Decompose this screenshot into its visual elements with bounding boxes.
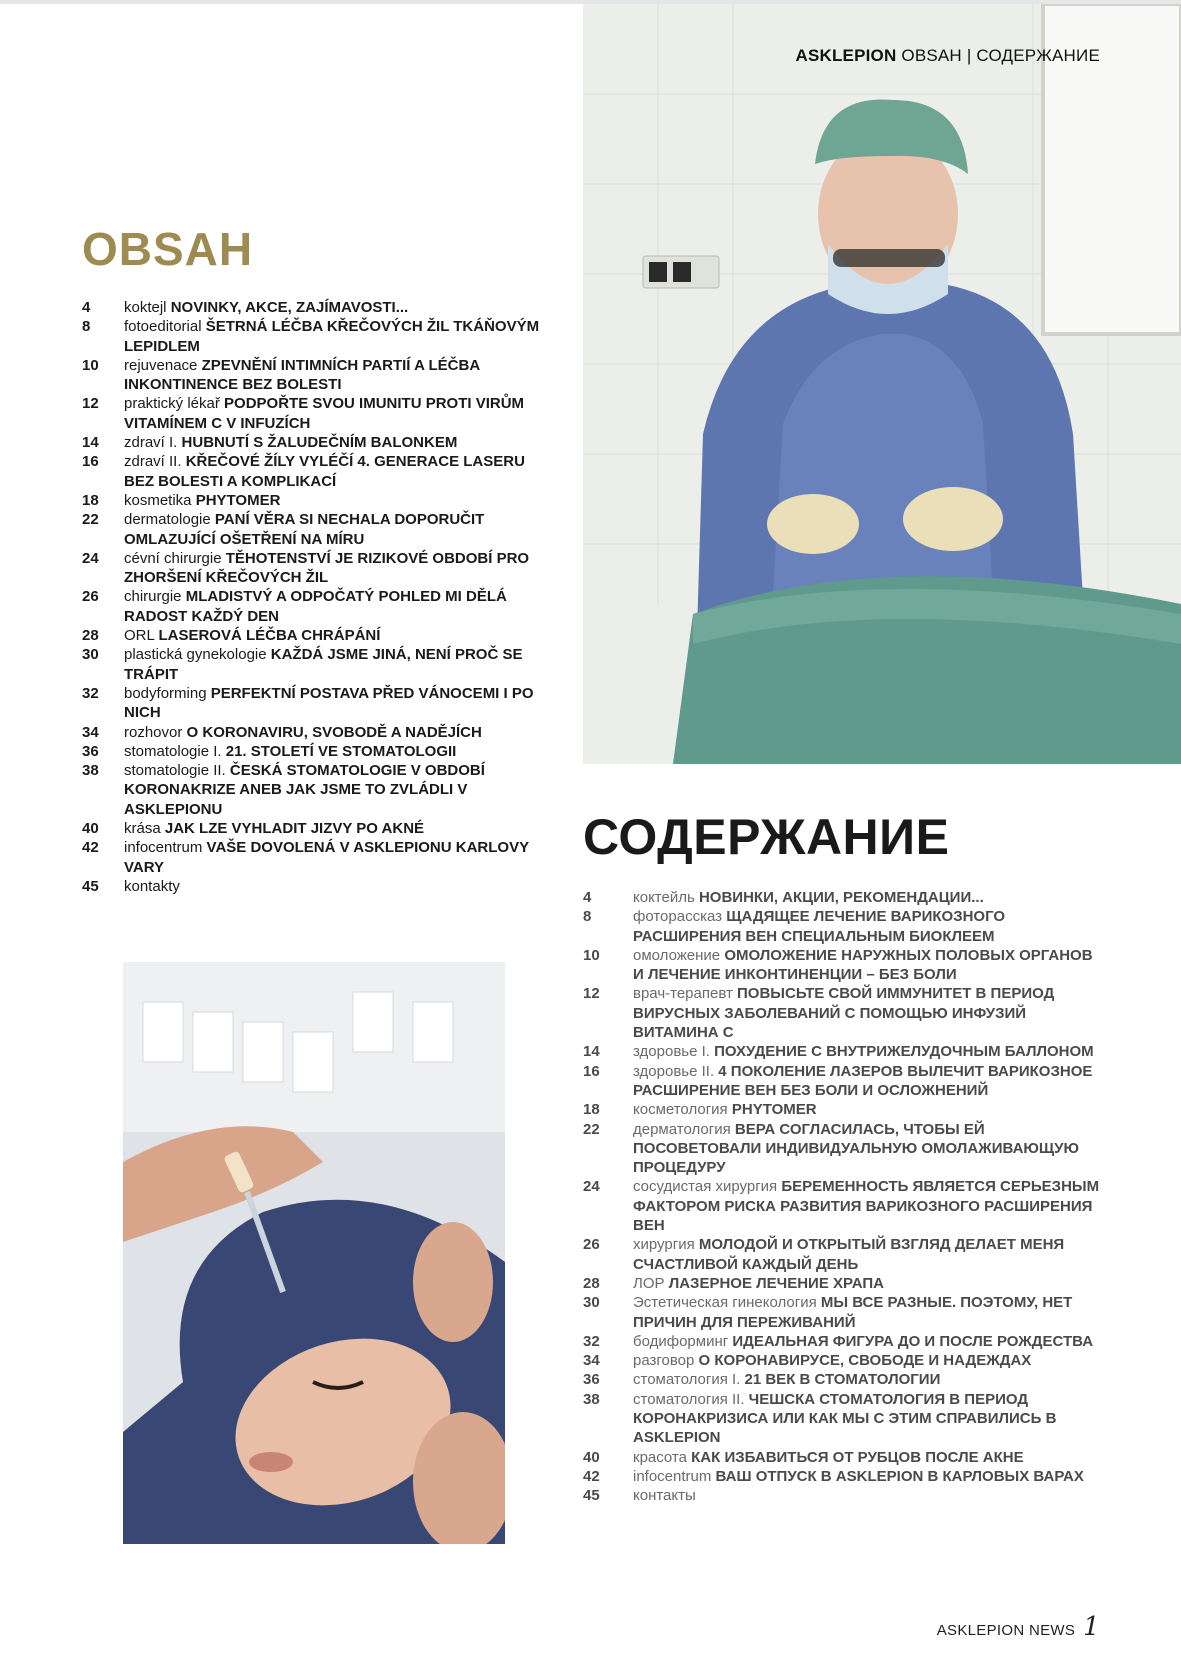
footer-publication: ASKLEPION NEWS: [936, 1622, 1076, 1639]
toc-title: VAŠE DOVOLENÁ V ASKLEPIONU KARLOVY VARY: [124, 839, 529, 876]
toc-cz-item-38[interactable]: [82, 761, 552, 819]
toc-page-number: 28: [583, 1274, 600, 1292]
toc-title: HUBNUTÍ S ŽALUDEČNÍM BALONKEM: [181, 434, 458, 452]
toc-page-number: 14: [82, 434, 99, 452]
toc-page-number: 8: [583, 908, 592, 926]
toc-category: косметология: [633, 1101, 728, 1119]
toc-page-number: 24: [583, 1178, 600, 1196]
toc-title: МОЛОДОЙ И ОТКРЫТЫЙ ВЗГЛЯД ДЕЛАЕТ МЕНЯ СЧАСТЛИВОЙ КАЖДЫЙ ДЕНЬ: [633, 1236, 1065, 1273]
toc-category: krása: [124, 820, 161, 838]
toc-page-number: 30: [82, 646, 99, 664]
toc-page-number: 36: [583, 1371, 600, 1389]
toc-title: O KORONAVIRU, SVOBODĚ A NADĚJÍCH: [186, 723, 482, 741]
toc-russian: [583, 888, 1103, 1506]
footer-page-number: 1: [1083, 1612, 1100, 1642]
toc-category: фоторассказ: [633, 908, 723, 926]
toc-title: ŠETRNÁ LÉČBA KŘEČOVÝCH ŽIL TKÁŇOVÝM LEPIDLEM: [124, 318, 540, 355]
toc-title: PANÍ VĚRA SI NECHALA DOPORUČIT OMLAZUJÍCÍ OŠETŘENÍ NA MÍRU: [124, 511, 485, 548]
toc-ru-item-30[interactable]: [583, 1293, 1103, 1332]
toc-title: LASEROVÁ LÉČBA CHRÁPÁNÍ: [158, 627, 381, 645]
toc-title: KŘEČOVÉ ŽÍLY VYLÉČÍ 4. GENERACE LASERU BEZ BOLESTI A KOMPLIKACÍ: [124, 453, 525, 490]
toc-page-number: 26: [82, 588, 99, 606]
surgery-photo-illustration: [583, 4, 1181, 764]
toc-page-number: 22: [82, 511, 99, 529]
toc-cz-item-8[interactable]: [82, 317, 552, 356]
toc-category: контакты: [633, 1487, 696, 1505]
toc-cz-item-10[interactable]: [82, 356, 552, 395]
toc-cz-item-32[interactable]: [82, 684, 552, 723]
toc-cz-item-45[interactable]: [82, 877, 552, 896]
toc-title: PODPOŘTE SVOU IMUNITU PROTI VIRŮM VITAMÍNEM C V INFUZÍCH: [124, 395, 525, 432]
toc-ru-item-42[interactable]: [583, 1467, 1103, 1486]
toc-title: PERFEKTNÍ POSTAVA PŘED VÁNOCEMI I PO NICH: [124, 684, 534, 722]
toc-title: ZPEVNĚNÍ INTIMNÍCH PARTIÍ A LÉČBA INKONTINENCE BEZ BOLESTI: [124, 356, 480, 394]
toc-title: ВЕРА СОГЛАСИЛАСЬ, ЧТОБЫ ЕЙ ПОСОВЕТОВАЛИ ИНДИВИДУАЛЬНУЮ ОМОЛАЖИВАЮЩУЮ ПРОЦЕДУРУ: [633, 1120, 1079, 1177]
toc-page-number: 28: [82, 627, 99, 645]
toc-title: MLADISTVÝ A ODPOČATÝ POHLED MI DĚLÁ RADOST KAŽDÝ DEN: [124, 588, 507, 625]
toc-category: chirurgie: [124, 588, 182, 606]
toc-ru-item-36[interactable]: [583, 1370, 1103, 1389]
toc-category: хирургия: [633, 1236, 695, 1254]
toc-category: ORL: [124, 627, 155, 645]
toc-category: stomatologie I.: [124, 742, 222, 760]
toc-ru-item-8[interactable]: [583, 907, 1103, 946]
page-footer: [937, 1612, 1100, 1642]
toc-page-number: 45: [82, 877, 99, 895]
toc-category: стоматология II.: [633, 1390, 745, 1408]
toc-title: О КОРОНАВИРУСЕ, СВОБОДЕ И НАДЕЖДАХ: [698, 1352, 1032, 1370]
toc-category: plastická gynekologie: [124, 646, 267, 664]
facial-photo-illustration: [123, 962, 505, 1544]
toc-title: ИДЕАЛЬНАЯ ФИГУРА ДО И ПОСЛЕ РОЖДЕСТВА: [732, 1332, 1094, 1350]
toc-category: zdraví II.: [124, 453, 182, 471]
obsah-title: OBSAH: [82, 223, 254, 275]
toc-page-number: 38: [583, 1390, 600, 1408]
toc-page-number: 40: [583, 1448, 600, 1466]
toc-ru-item-45[interactable]: [583, 1486, 1103, 1505]
toc-page-number: 45: [583, 1487, 600, 1505]
toc-title: NOVINKY, AKCE, ZAJÍMAVOSTI...: [170, 299, 409, 316]
toc-category: dermatologie: [124, 511, 211, 529]
toc-cz-item-4[interactable]: [82, 298, 552, 317]
toc-cz-item-42[interactable]: [82, 838, 552, 877]
toc-page-number: 12: [82, 395, 99, 413]
toc-title: 21. STOLETÍ VE STOMATOLOGII: [225, 742, 457, 760]
toc-ru-item-34[interactable]: [583, 1351, 1103, 1370]
toc-category: koktejl: [124, 299, 167, 316]
toc-page-number: 12: [583, 985, 600, 1003]
toc-category: омоложение: [633, 946, 721, 964]
toc-title: КАК ИЗБАВИТЬСЯ ОТ РУБЦОВ ПОСЛЕ АКНЕ: [691, 1448, 1024, 1466]
toc-category: врач-терапевт: [633, 985, 733, 1003]
toc-title: KAŽDÁ JSME JINÁ, NENÍ PROČ SE TRÁPIT: [124, 646, 523, 683]
toc-page-number: 18: [82, 491, 99, 509]
toc-page-number: 10: [82, 356, 99, 374]
toc-cz-item-28[interactable]: [82, 626, 552, 645]
header-brand: ASKLEPION: [795, 46, 897, 65]
toc-ru-item-18[interactable]: [583, 1100, 1103, 1119]
toc-category: rozhovor: [124, 723, 183, 741]
toc-category: stomatologie II.: [124, 762, 226, 780]
toc-page-number: 30: [583, 1294, 600, 1312]
toc-page-number: 8: [82, 318, 91, 336]
toc-category: коктейль: [633, 889, 695, 906]
toc-title: TĚHOTENSTVÍ JE RIZIKOVÉ OBDOBÍ PRO ZHORŠENÍ KŘEČOVÝCH ŽIL: [124, 549, 530, 587]
toc-page-number: 24: [82, 549, 99, 567]
toc-category: zdraví I.: [124, 434, 178, 452]
toc-title: ČESKÁ STOMATOLOGIE V OBDOBÍ KORONAKRIZE ANEB JAK JSME TO ZVLÁDLI V ASKLEPIONU: [124, 762, 485, 818]
toc-category: дерматология: [633, 1120, 731, 1138]
toc-page-number: 26: [583, 1236, 600, 1254]
toc-category: infocentrum: [633, 1467, 712, 1485]
toc-ru-item-28[interactable]: [583, 1274, 1103, 1293]
soderzhanie-title: СОДЕРЖАНИЕ: [583, 809, 950, 865]
toc-page-number: 34: [583, 1352, 600, 1370]
toc-cz-item-40[interactable]: [82, 819, 552, 838]
toc-cz-item-26[interactable]: [82, 587, 552, 626]
toc-category: сосудистая хирургия: [633, 1178, 778, 1196]
toc-title: PHYTOMER: [731, 1101, 817, 1119]
toc-cz-item-16[interactable]: [82, 452, 552, 491]
toc-page-number: 34: [82, 723, 99, 741]
toc-ru-item-24[interactable]: [583, 1177, 1103, 1235]
toc-ru-item-10[interactable]: [583, 946, 1103, 985]
toc-category: fotoeditorial: [124, 318, 202, 336]
toc-title: ВАШ ОТПУСК В ASKLEPION В КАРЛОВЫХ ВАРАХ: [715, 1467, 1084, 1485]
toc-czech: [82, 298, 552, 896]
toc-cz-item-18[interactable]: [82, 491, 552, 510]
toc-title: PHYTOMER: [195, 491, 281, 509]
toc-page-number: 32: [583, 1332, 600, 1350]
toc-title: ПОХУДЕНИЕ С ВНУТРИЖЕЛУДОЧНЫМ БАЛЛОНОМ: [714, 1043, 1094, 1061]
toc-page-number: 14: [583, 1043, 600, 1061]
toc-title: МЫ ВСЕ РАЗНЫЕ. ПОЭТОМУ, НЕТ ПРИЧИН ДЛЯ ПЕРЕЖИВАНИЙ: [633, 1294, 1073, 1331]
toc-ru-item-14[interactable]: [583, 1042, 1103, 1061]
toc-page-number: 10: [583, 946, 600, 964]
toc-title: ПОВЫСЬТЕ СВОЙ ИММУНИТЕТ В ПЕРИОД ВИРУСНЫХ ЗАБОЛЕВАНИЙ С ПОМОЩЬЮ ИНФУЗИЙ ВИТАМИНА С: [633, 985, 1055, 1042]
toc-ru-item-26[interactable]: [583, 1235, 1103, 1274]
toc-category: бодиформинг: [633, 1332, 729, 1350]
toc-page-number: 16: [583, 1062, 600, 1080]
toc-category: cévní chirurgie: [124, 549, 222, 567]
toc-title: ЧЕШСКА СТОМАТОЛОГИЯ В ПЕРИОД КОРОНАКРИЗИСА ИЛИ КАК МЫ С ЭТИМ СПРАВИЛИСЬ В ASKLEPION: [633, 1390, 1057, 1447]
toc-ru-item-22[interactable]: [583, 1120, 1103, 1178]
toc-ru-item-16[interactable]: [583, 1062, 1103, 1101]
toc-page-number: 36: [82, 742, 99, 760]
toc-page-number: 4: [583, 889, 592, 906]
toc-ru-item-40[interactable]: [583, 1448, 1103, 1467]
toc-category: стоматология I.: [633, 1371, 741, 1389]
toc-cz-item-30[interactable]: [82, 645, 552, 684]
toc-title: НОВИНКИ, АКЦИИ, РЕКОМЕНДАЦИИ...: [698, 889, 984, 906]
toc-title: 4 ПОКОЛЕНИЕ ЛАЗЕРОВ ВЫЛЕЧИТ ВАРИКОЗНОЕ РАСШИРЕНИЕ ВЕН БЕЗ БОЛИ И ОСЛОЖНЕНИЙ: [633, 1062, 1093, 1099]
toc-category: здоровье I.: [633, 1043, 710, 1061]
toc-title: ОМОЛОЖЕНИЕ НАРУЖНЫХ ПОЛОВЫХ ОРГАНОВ И ЛЕЧЕНИЕ ИНКОНТИНЕНЦИИ – БЕЗ БОЛИ: [633, 946, 1093, 984]
toc-page-number: 18: [583, 1101, 600, 1119]
toc-cz-item-22[interactable]: [82, 510, 552, 549]
toc-category: kontakty: [124, 877, 180, 895]
toc-category: rejuvenace: [124, 356, 198, 374]
toc-ru-item-32[interactable]: [583, 1332, 1103, 1351]
toc-page-number: 16: [82, 453, 99, 471]
toc-page-number: 4: [82, 299, 91, 316]
running-header: [795, 46, 1100, 66]
toc-category: infocentrum: [124, 839, 203, 857]
toc-title: ЛАЗЕРНОЕ ЛЕЧЕНИЕ ХРАПА: [668, 1274, 884, 1292]
toc-page-number: 38: [82, 762, 99, 780]
header-section: OBSAH | СОДЕРЖАНИЕ: [901, 46, 1100, 65]
toc-category: здоровье II.: [633, 1062, 715, 1080]
toc-category: bodyforming: [124, 684, 207, 702]
toc-title: ЩАДЯЩЕЕ ЛЕЧЕНИЕ ВАРИКОЗНОГО РАСШИРЕНИЯ ВЕН СПЕЦИАЛЬНЫМ БИОКЛЕЕМ: [633, 908, 1006, 945]
toc-ru-item-4[interactable]: [583, 888, 1103, 907]
toc-ru-item-38[interactable]: [583, 1390, 1103, 1448]
toc-page-number: 40: [82, 820, 99, 838]
toc-category: ЛОР: [633, 1274, 665, 1292]
toc-cz-item-24[interactable]: [82, 549, 552, 588]
toc-title: 21 ВЕК В СТОМАТОЛОГИИ: [744, 1371, 941, 1389]
toc-category: разговор: [633, 1352, 695, 1370]
toc-category: Эстетическая гинекология: [633, 1294, 817, 1312]
toc-page-number: 42: [583, 1467, 600, 1485]
toc-title: JAK LZE VYHLADIT JIZVY PO AKNÉ: [164, 820, 425, 838]
surgery-photo: [583, 4, 1181, 764]
toc-category: kosmetika: [124, 491, 192, 509]
toc-page-number: 32: [82, 684, 99, 702]
toc-cz-item-34[interactable]: [82, 723, 552, 742]
toc-cz-item-12[interactable]: [82, 394, 552, 433]
facial-treatment-photo: [123, 962, 505, 1544]
toc-cz-item-14[interactable]: [82, 433, 552, 452]
toc-category: praktický lékař: [124, 395, 220, 413]
toc-cz-item-36[interactable]: [82, 742, 552, 761]
toc-page-number: 42: [82, 839, 99, 857]
toc-ru-item-12[interactable]: [583, 984, 1103, 1042]
toc-title: БЕРЕМЕННОСТЬ ЯВЛЯЕТСЯ СЕРЬЕЗНЫМ ФАКТОРОМ РИСКА РАЗВИТИЯ ВАРИКОЗНОГО РАСШИРЕНИЯ ВЕН: [633, 1178, 1100, 1235]
toc-page-number: 22: [583, 1120, 600, 1138]
toc-category: красота: [633, 1448, 687, 1466]
